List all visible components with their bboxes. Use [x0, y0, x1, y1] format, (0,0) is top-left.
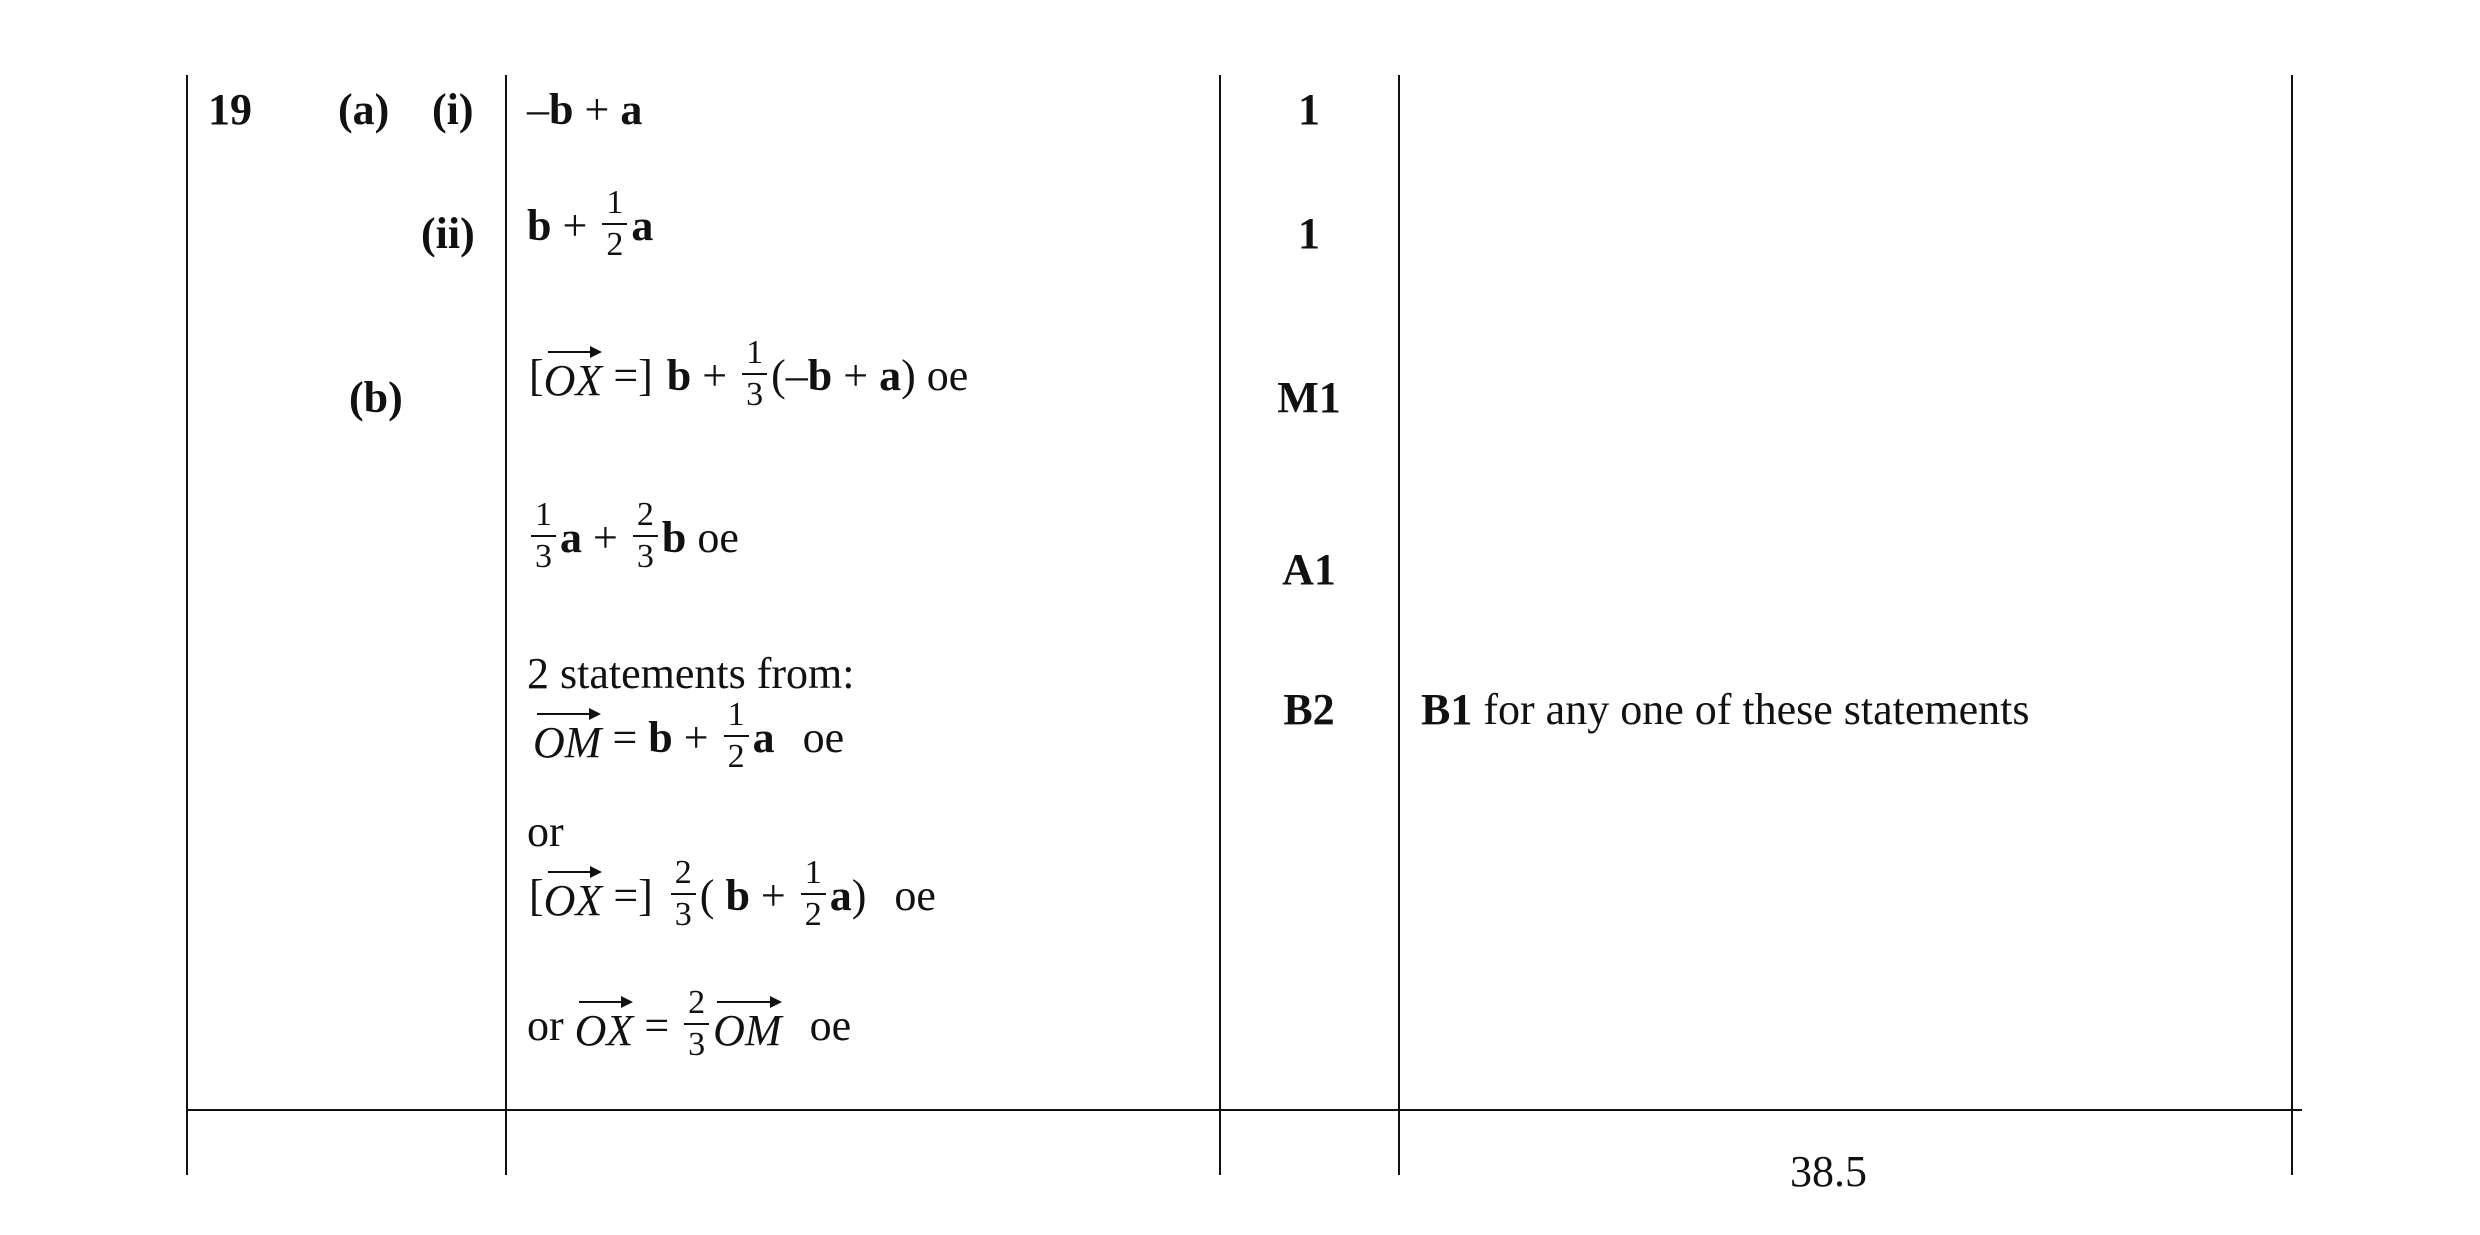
table-divider-answer	[505, 75, 507, 1175]
vector-a: a	[752, 713, 775, 762]
fraction	[801, 856, 826, 932]
paren-close: )	[851, 871, 867, 920]
fraction-denominator: 2	[606, 226, 624, 263]
answer-a-i	[527, 85, 643, 134]
fraction-numerator: 1	[801, 856, 826, 895]
equals: =	[633, 1001, 681, 1050]
fraction	[633, 498, 658, 574]
fraction-numerator: 1	[724, 698, 749, 737]
paren-open: (	[699, 871, 726, 920]
fraction-denominator: 3	[636, 538, 654, 575]
fraction-denominator: 3	[535, 538, 552, 575]
mark-b-m1: M1	[1277, 373, 1341, 422]
mark-a-i: 1	[1298, 85, 1320, 134]
fraction	[602, 186, 627, 262]
plus: +	[672, 713, 720, 762]
oe-text: oe	[915, 351, 969, 400]
part-b-label: (b)	[349, 373, 403, 422]
fraction	[684, 986, 709, 1062]
mark-b-a1: A1	[1282, 545, 1336, 594]
vector-a: a	[879, 351, 902, 400]
fraction	[671, 856, 696, 932]
fraction-denominator: 3	[746, 376, 764, 413]
vector-a: a	[631, 201, 654, 250]
fraction-denominator: 3	[688, 1026, 706, 1063]
plus: +	[832, 351, 880, 400]
fraction-numerator: 1	[602, 186, 627, 225]
answer-text: +	[573, 85, 621, 134]
table-border-right	[2291, 75, 2293, 1175]
equals-bracket: =]	[602, 351, 653, 400]
statement-om	[533, 696, 845, 776]
answer-b-ox-expression	[529, 334, 969, 414]
question-number: 19	[208, 85, 252, 134]
oe-text: oe	[809, 1001, 852, 1050]
paren-open: (–	[771, 351, 808, 400]
part-a-label: (a)	[338, 85, 390, 134]
or-text: or	[527, 1001, 575, 1050]
bracket-open: [	[529, 871, 544, 920]
mark-b-b2: B2	[1283, 685, 1335, 734]
page-number: 38.5	[1790, 1147, 1867, 1196]
fraction	[531, 498, 556, 574]
paren-close: )	[901, 351, 916, 400]
equals-bracket: =]	[602, 871, 653, 920]
vector-ox-arrow: OX	[575, 999, 634, 1053]
statement-ox-om	[527, 984, 852, 1064]
fraction	[724, 698, 749, 774]
fraction	[742, 336, 767, 412]
or-text: or	[527, 807, 564, 856]
plus: +	[749, 871, 797, 920]
fraction-numerator: 1	[742, 336, 767, 375]
statement-ox-fraction	[529, 854, 936, 934]
vector-a: a	[620, 85, 643, 134]
answer-a-ii	[527, 184, 654, 264]
vector-ox-arrow: OX	[544, 869, 603, 923]
sub-part-ii-label: (ii)	[421, 209, 475, 258]
vector-b: b	[661, 513, 687, 562]
vector-b: b	[725, 871, 750, 920]
vector-om-arrow: OM	[713, 999, 781, 1053]
fraction-denominator: 2	[727, 738, 745, 775]
vector-a: a	[829, 871, 852, 920]
vector-b: b	[549, 85, 574, 134]
fraction-denominator: 3	[674, 896, 692, 933]
vector-b: b	[807, 351, 833, 400]
note-b2	[1421, 685, 2030, 734]
vector-ox-arrow: OX	[544, 349, 603, 403]
fraction-numerator: 2	[671, 856, 696, 895]
plus: +	[582, 513, 629, 562]
vector-b: b	[648, 713, 673, 762]
vector-a: a	[560, 513, 582, 562]
table-row-divider	[186, 1109, 2302, 1111]
vector-b: b	[666, 351, 692, 400]
vector-b: b	[527, 201, 552, 250]
note-mark-code: B1	[1421, 685, 1473, 734]
answer-b-simplified	[527, 496, 739, 576]
fraction-denominator: 2	[804, 896, 822, 933]
fraction-numerator: 2	[684, 986, 709, 1025]
oe-text: oe	[894, 871, 936, 920]
vector-om-arrow: OM	[533, 711, 601, 765]
answer-text: –	[527, 85, 549, 134]
sub-part-i-label: (i)	[432, 85, 474, 134]
plus: +	[691, 351, 739, 400]
equals: =	[601, 713, 649, 762]
oe-text: oe	[802, 713, 845, 762]
bracket-open: [	[529, 351, 544, 400]
table-border-left	[186, 75, 188, 1175]
fraction-numerator: 2	[633, 498, 658, 537]
answer-text: +	[551, 201, 599, 250]
mark-a-ii: 1	[1298, 209, 1320, 258]
fraction-numerator: 1	[531, 498, 556, 537]
statements-intro: 2 statements from:	[527, 649, 855, 698]
note-text: for any one of these statements	[1472, 685, 2030, 734]
oe-text: oe	[686, 513, 739, 562]
